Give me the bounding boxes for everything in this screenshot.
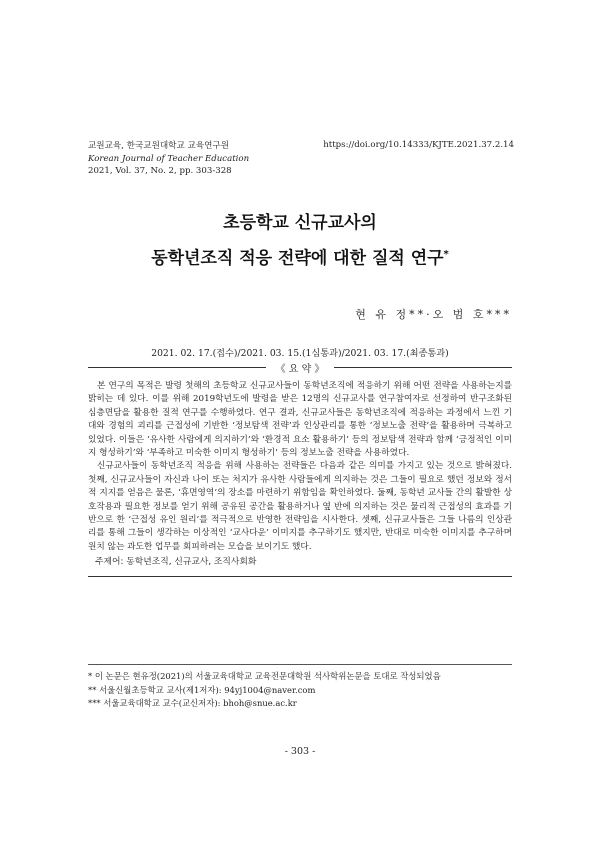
footnote-3: *** 서울교육대학교 교수(교신저자): bhoh@snue.ac.kr — [88, 698, 297, 708]
submission-dates: 2021. 02. 17.(접수)/2021. 03. 15.(1심통과)/2021. 03. 17.(최종통과) — [151, 348, 449, 359]
journal-header — [88, 140, 249, 178]
title-line-1: 초등학교 신규교사의 — [223, 213, 377, 233]
abstract-label: 《 요 약 》 — [275, 364, 325, 375]
footnote-rule — [88, 664, 512, 665]
footnote-2: ** 서울신월초등학교 교사(제1저자): 94yj1004@naver.com — [88, 684, 316, 695]
title-line-2: 동학년조직 적응 전략에 대한 질적 연구 — [151, 248, 444, 269]
abstract-body — [88, 380, 512, 554]
footnotes — [88, 670, 441, 711]
abstract-bottom-rule — [88, 576, 512, 577]
abstract-paragraph-1: 본 연구의 목적은 발령 첫해의 초등학교 신규교사들이 동학년조직에 적응하기 위해 어떤 전략을 사용하는지를 밝히는 데 있다. 이를 위해 2019학년도에 발령을 받은 12명의 신규교사를 연구참여자로 선정하여 반구조화된 심층면담을 활용한 질적 연구를 수행하였다. 연구 결과, 신규교사들은 동학년조직에 적응하는 과정에서 느낀 기대와 경험의 괴리를 근접성에 기반한 ‘정보탐색 전략’과 인상관리를 통한 ‘정보노출 전략’을 활용하며 극복하고 있었다. 이들은 ‘유사한 사람에게 의지하기’와 ‘환경적 요소 활용하기’ 등의 정보탐색 전략과 함께 ‘긍정적인 이미지 형성하기’와 ‘부족하고 미숙한 이미지 형성하기’ 등의 정보노출 전략을 사용하였다. — [88, 381, 512, 459]
keywords: 주제어: 동학년조직, 신규교사, 조직사회화 — [95, 557, 257, 567]
journal-name-ko: 교원교육, 한국교원대학교 교육연구원 — [88, 141, 230, 151]
author-list: 현 유 정**·오 범 호*** — [355, 308, 512, 321]
footnote-1: * 이 논문은 현유정(2021)의 서울교육대학교 교육전문대학원 석사학위논문을 토대로 작성되었음 — [88, 671, 441, 681]
doi-link[interactable]: https://doi.org/10.14333/KJTE.2021.37.2.14 — [323, 140, 514, 150]
volume-info: 2021, Vol. 37, No. 2, pp. 303-328 — [88, 166, 232, 176]
abstract-heading — [88, 361, 512, 373]
paper-title — [0, 208, 600, 275]
abstract-paragraph-2: 신규교사들이 동학년조직 적응을 위해 사용하는 전략들은 다음과 같은 의미를 가지고 있는 것으로 밝혀졌다. 첫째, 신규교사들이 자신과 나이 또는 처지가 유사한 사람들에게 의지하는 것은 그들이 필요로 했던 정보와 정서적 지지를 얻음은 물론, ‘휴면영역’의 장소를 마련하기 위함임을 확인하였다. 둘째, 동학년 교사들 간의 활발한 상호작용과 필요한 정보를 얻기 위해 공유된 공간을 활용하거나 옆 반에 의지하는 것은 물리적 근접성의 효과를 기반으로 한 ‘근접성 유인 원리’를 적극적으로 반영한 전략임을 시사한다. 셋째, 신규교사들은 그들 나름의 인상관리를 통해 그들이 생각하는 이상적인 ‘교사다운’ 이미지를 추구하기도 했지만, 반대로 미숙한 이미지를 추구하며 원치 않는 과도한 업무를 회피하려는 모습을 보이기도 했다. — [88, 461, 512, 552]
title-footnote-marker: * — [443, 249, 449, 260]
page-number: - 303 - — [284, 746, 316, 757]
journal-name-en: Korean Journal of Teacher Education — [88, 153, 250, 164]
